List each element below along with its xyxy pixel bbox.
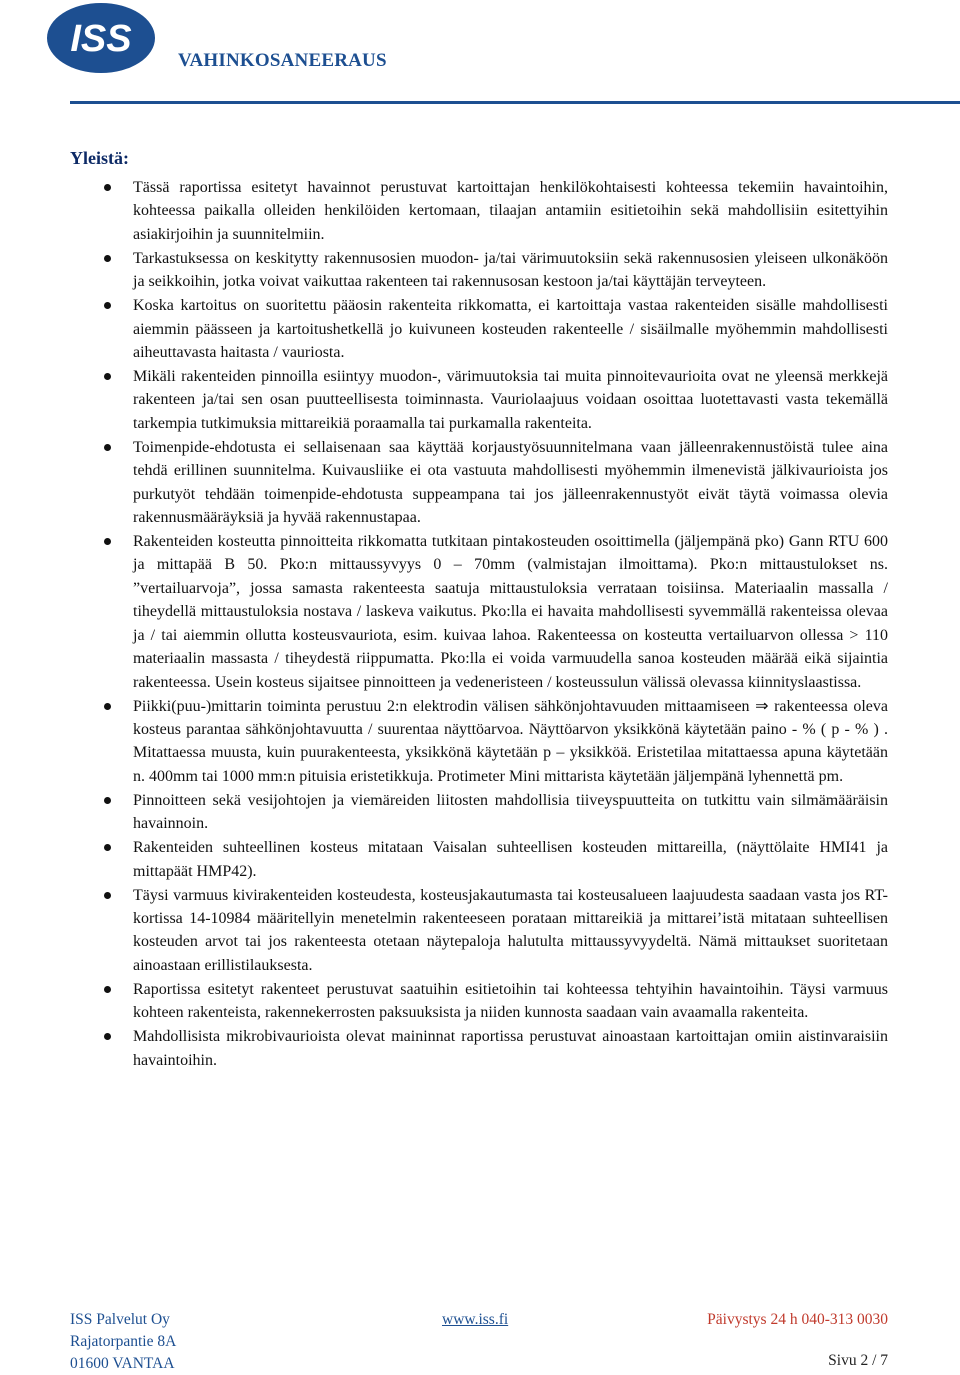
logo-text: ISS <box>70 18 132 60</box>
list-item: Koska kartoitus on suoritettu pääosin rakenteita rikkomatta, ei kartoittaja vastaa rakenteiden sisälle mahdollisesti aiemmin päässeen ja kartoitushetkellä jo kuivuneen kosteuden rakenteelle / sisäilmalle myöhemmin mahdollisesti aiheuttavasta haitasta / vauriosta. <box>70 294 888 364</box>
bullet-list <box>70 176 888 1073</box>
footer-address <box>70 1309 176 1375</box>
document-title: VAHINKOSANEERAUS <box>178 50 387 71</box>
footer-city: 01600 VANTAA <box>70 1355 175 1372</box>
footer-website-link[interactable]: www.iss.fi <box>442 1311 509 1328</box>
header-divider <box>70 101 960 104</box>
footer-company: ISS Palvelut Oy <box>70 1311 170 1328</box>
footer-street: Rajatorpantie 8A <box>70 1333 177 1350</box>
list-item: Mahdollisista mikrobivaurioista olevat maininnat raportissa perustuvat ainoastaan kartoittajan omiin aistinvaraisiin havaintoihin. <box>70 1025 888 1072</box>
list-item: Rakenteiden suhteellinen kosteus mitataan Vaisalan suhteellisen kosteuden mittareilla, (näyttölaite HMI41 ja mittapäät HMP42). <box>70 836 888 883</box>
footer-duty-phone: Päivystys 24 h 040-313 0030 <box>707 1311 888 1328</box>
section-heading: Yleistä: <box>70 148 129 168</box>
page-number: Sivu 2 / 7 <box>828 1352 888 1369</box>
iss-logo <box>46 2 156 74</box>
list-item: Raportissa esitetyt rakenteet perustuvat saatuihin esitietoihin tai kohteessa tehtyihin havaintoihin. Täysi varmuus kohteen rakenteista, rakennekerrosten paksuuksista ja niiden kunnosta saadaan vain avaamalla rakenteita. <box>70 978 888 1025</box>
list-item: Tässä raportissa esitetyt havainnot perustuvat kartoittajan henkilökohtaisesti kohteessa tekemiin havaintoihin, kohteessa paikalla olleiden henkilöiden kertomaan, tilaajan antamiin esitietoihin sekä mahdollisiin esitettyihin asiakirjoihin ja suunnitelmiin. <box>70 176 888 246</box>
list-item: Pinnoitteen sekä vesijohtojen ja viemäreiden liitosten mahdollisia tiiveyspuutteita on tutkittu vain silmämääräisin havainnoin. <box>70 789 888 836</box>
list-item: Mikäli rakenteiden pinnoilla esiintyy muodon-, värimuutoksia tai muita pinnoitevaurioita ovat ne yleensä merkkejä rakenteen ja/tai sen osan puutteellisesta toiminnasta. Vauriolaajuus voidaan osoittaa luotettavasti vasta tekemällä tarkempia tutkimuksia mittareikiä poraamalla tai purkamalla rakenteita. <box>70 365 888 435</box>
list-item: Toimenpide-ehdotusta ei sellaisenaan saa käyttää korjaustyösuunnitelmana vaan jälleenrakennustöistä tulee aina tehdä erillinen suunnitelma. Kuivausliike ei ota vastuuta mahdollisesti myöhemmin ilmenevistä jälkivaurioista jos purkutyöt tehdään toimenpide-ehdotusta suppeampana tai jos jälleenrakennustyöt eivät täytä voimassa olevia rakennusmääräyksiä ja hyvää rakennustapaa. <box>70 436 888 530</box>
list-item: Piikki(puu-)mittarin toiminta perustuu 2:n elektrodin välisen sähkönjohtavuuden mittaamiseen ⇒ rakenteessa oleva kosteus parantaa sähkönjohtavuutta / suurentaa näyttöarvoa. Näyttöarvon yksikkönä käytetään paino - % ( p - % ) . Mitattaessa muusta, kuin puurakenteesta, yksikkönä käytetään p – yksikköä. Eristetilaa mitattaessa apuna käytetään n. 400mm tai 1000 mm:n pituisia eristetikkuja. Protimeter Mini mittarista käytetään jäljempänä lyhennettä pm. <box>70 695 888 789</box>
list-item: Täysi varmuus kivirakenteiden kosteudesta, kosteusjakautumasta tai kosteusalueen laajuudesta saadaan vasta jos RT-kortissa 14-10984 määritellyin menetelmin rakenteeseen porataan mittareikiä ja mittarei’istä mitataan suhteellisen kosteuden arvot tai jos rakenteesta otetaan näytepaloja halutulta mittaussyvyydeltä. Nämä mittaukset suoritetaan ainoastaan erillistilauksesta. <box>70 884 888 978</box>
list-item: Tarkastuksessa on keskitytty rakennusosien muodon- ja/tai värimuutoksiin sekä rakennusosien yleiseen ulkonäköön ja seikkoihin, jotka voivat vaikuttaa rakenteen tai rakennusosan kestoon ja/tai käyttäjän terveyteen. <box>70 247 888 294</box>
list-item: Rakenteiden kosteutta pinnoitteita rikkomatta tutkitaan pintakosteuden osoittimella (jäljempänä pko) Gann RTU 600 ja mittapää B 50. Pko:n mittaussyvyys 0 – 70mm (valmistajan ilmoittama). Pko:n mittaustulokset ns. ”vertailuarvoja”, jossa samasta rakenteesta saatuja mittaustuloksia verrataan toisiinsa. Materiaalin massalla / tiheydellä mittaustuloksia nostava / laskeva vaikutus. Pko:lla ei havaita mahdollisesti syvemmällä rakenteissa olevaa ja / tai aiemmin ollutta kosteusvauriota, esim. kuivaa lahoa. Rakenteessa on kosteutta vertailuarvon ollessa > 110 materiaalin massasta / tiheydestä riippumatta. Pko:lla ei voida varmuudella sanoa kosteuden määrää eikä sijaintia rakenteessa. Usein kosteus sijaitsee pinnoitteen ja vedeneristeen / kosteussulun välissä olevassa kiinnityslaastissa. <box>70 530 888 694</box>
